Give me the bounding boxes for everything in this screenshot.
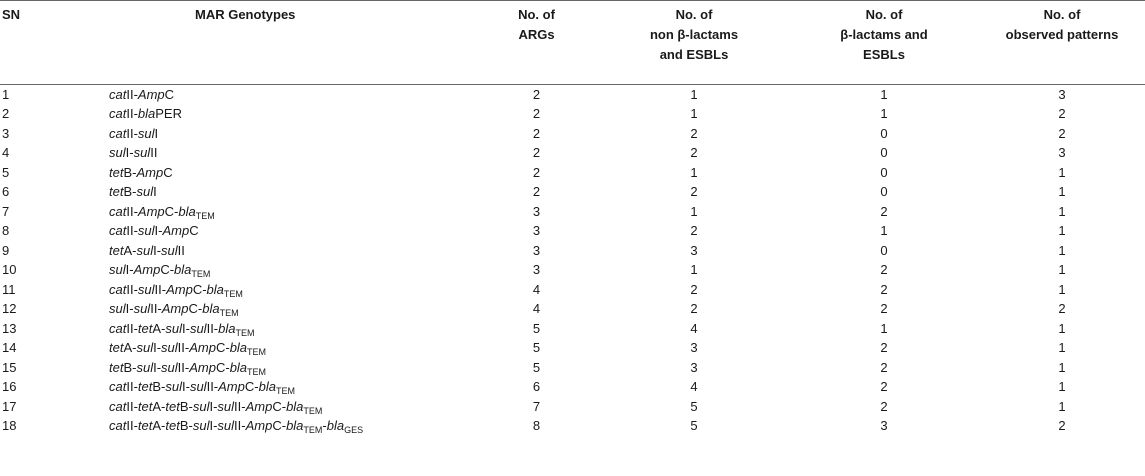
cell-observed: 2 (1058, 418, 1066, 434)
cell-non-beta: 1 (690, 203, 698, 219)
cell-beta: 2 (880, 359, 888, 375)
genotype-segment: A- (123, 242, 137, 258)
cell-non-beta: 3 (690, 242, 698, 258)
cell-beta: 0 (880, 242, 888, 258)
genotype-segment: II- (126, 87, 138, 102)
cell-beta: 3 (880, 418, 888, 434)
genotype-segment: sul (109, 301, 126, 317)
table-body (0, 85, 1145, 436)
cell-non-beta: 3 (690, 340, 698, 356)
genotype-segment: Amp (137, 87, 165, 102)
genotype-segment: A- (152, 320, 166, 336)
genotype-segment: Amp (189, 359, 216, 375)
cell-non-beta: 1 (690, 164, 698, 180)
genotype-segment: sul (161, 359, 178, 375)
cell-non-beta: 2 (690, 125, 698, 141)
genotype-segment: sul (137, 125, 155, 141)
genotype-subscript: TEM (303, 425, 323, 436)
genotype-segment: sul (136, 340, 154, 356)
table-row (0, 358, 1145, 378)
cell-genotype (92, 182, 474, 202)
cell-beta: 2 (880, 379, 888, 395)
genotype-segment: Amp (218, 379, 245, 395)
genotype-segment: tet (137, 418, 153, 434)
table-row (0, 377, 1145, 397)
genotype-segment: Amp (136, 164, 164, 180)
genotype-segment: Amp (137, 203, 165, 219)
cell-observed: 2 (1058, 301, 1066, 317)
table-row (0, 163, 1145, 183)
table-row (0, 416, 1145, 436)
genotype-segment: II- (126, 106, 138, 122)
genotype-segment: C- (192, 281, 207, 297)
table-row (0, 104, 1145, 124)
genotype-segment: B- (123, 359, 137, 375)
genotype-segment: I- (125, 301, 134, 317)
genotype-segment: cat (109, 125, 127, 141)
cell-genotype (92, 338, 474, 358)
genotype-segment: sul (217, 418, 235, 434)
genotype-segment: Amp (166, 281, 193, 297)
genotype-segment: A- (123, 340, 137, 356)
genotype-segment: C (163, 164, 173, 180)
genotype-segment: sul (161, 340, 178, 356)
genotype-segment: A- (152, 398, 166, 414)
genotype-segment: sul (192, 398, 210, 414)
table-row (0, 182, 1145, 202)
cell-beta: 2 (880, 281, 888, 297)
cell-beta: 2 (880, 340, 888, 356)
genotype-segment: sul (136, 359, 154, 375)
cell-non-beta: 2 (690, 301, 698, 317)
genotype-segment: cat (109, 106, 127, 122)
genotype-segment: tet (109, 340, 124, 356)
genotype-segment: II- (150, 301, 162, 317)
cell-sn: 2 (2, 106, 10, 122)
genotype-segment: II (177, 242, 185, 258)
cell-genotype (92, 416, 474, 436)
cell-args: 3 (532, 262, 541, 278)
table-row (0, 338, 1145, 358)
genotype-segment: sul (189, 320, 207, 336)
genotype-subscript: TEM (303, 405, 323, 416)
cell-observed: 3 (1058, 145, 1066, 161)
genotype-segment: II- (206, 320, 219, 336)
genotype-segment: sul (161, 242, 178, 258)
cell-non-beta: 2 (690, 223, 698, 239)
genotype-subscript: TEM (247, 347, 267, 358)
cell-observed: 2 (1058, 106, 1066, 122)
genotype-segment: Amp (245, 418, 273, 434)
genotype-segment: tet (109, 242, 124, 258)
cell-observed: 1 (1058, 262, 1066, 278)
cell-genotype (92, 143, 474, 163)
genotype-segment: I- (153, 359, 162, 375)
genotype-segment: II- (234, 398, 246, 414)
genotype-segment: II (150, 145, 158, 161)
cell-genotype (92, 241, 474, 261)
cell-observed: 1 (1058, 379, 1066, 395)
genotype-segment: tet (165, 418, 180, 434)
cell-args: 5 (532, 320, 541, 336)
table-row (0, 397, 1145, 417)
cell-sn: 16 (2, 379, 17, 395)
genotype-segment: I- (153, 340, 162, 356)
cell-non-beta: 4 (690, 379, 698, 395)
genotype-segment: Amp (245, 398, 273, 414)
genotype-segment: cat (109, 203, 127, 219)
cell-observed: 1 (1058, 242, 1066, 258)
genotype-segment: C- (244, 379, 259, 395)
cell-non-beta: 2 (690, 184, 698, 200)
cell-args: 6 (532, 379, 541, 395)
cell-args: 2 (532, 164, 541, 180)
cell-sn: 18 (2, 418, 17, 434)
cell-sn: 5 (2, 164, 10, 180)
genotype-segment: bla (286, 418, 304, 434)
genotype-segment: I (153, 184, 157, 200)
header-observed-patterns (979, 1, 1145, 85)
header-args-line: No. of (518, 7, 555, 22)
genotype-subscript: TEM (235, 327, 255, 338)
header-observed-line: observed patterns (1005, 27, 1119, 42)
cell-sn: 17 (2, 398, 17, 414)
genotype-segment: C (164, 87, 175, 102)
genotype-segment: sul (109, 145, 126, 161)
genotype-subscript: GES (344, 425, 364, 436)
genotype-segment: bla (218, 320, 236, 336)
cell-observed: 1 (1058, 223, 1066, 239)
cell-observed: 1 (1058, 320, 1066, 336)
genotype-segment: cat (109, 87, 127, 102)
cell-genotype (92, 377, 474, 397)
table-row (0, 124, 1145, 144)
genotype-segment: II- (126, 125, 138, 141)
cell-non-beta: 1 (690, 87, 698, 102)
cell-beta: 2 (880, 398, 888, 414)
cell-sn: 6 (2, 184, 10, 200)
genotype-segment: II- (154, 281, 167, 297)
cell-genotype (92, 397, 474, 417)
cell-beta: 0 (880, 164, 888, 180)
cell-sn: 8 (2, 223, 10, 239)
cell-beta: 0 (880, 184, 888, 200)
cell-sn: 12 (2, 301, 17, 317)
cell-beta: 1 (880, 320, 888, 336)
header-row (0, 1, 1145, 85)
cell-observed: 2 (1058, 125, 1066, 141)
cell-beta: 0 (880, 125, 888, 141)
table-row (0, 85, 1145, 105)
cell-args: 5 (532, 340, 541, 356)
cell-genotype (92, 299, 474, 319)
cell-observed: 1 (1058, 340, 1066, 356)
cell-genotype (92, 85, 474, 105)
genotype-segment: I- (182, 320, 190, 336)
genotype-segment: I- (209, 418, 218, 434)
header-args (474, 1, 599, 85)
genotype-segment: I (154, 125, 159, 141)
genotype-segment: II- (126, 379, 138, 395)
genotype-segment: C- (272, 418, 287, 434)
genotype-segment: tet (165, 398, 180, 414)
header-observed-line: No. of (1043, 7, 1081, 22)
genotype-segment: II- (126, 398, 138, 414)
genotype-segment: cat (109, 223, 127, 239)
cell-non-beta: 2 (690, 281, 698, 297)
header-beta-line: No. of (865, 7, 903, 22)
cell-sn: 9 (2, 242, 10, 258)
cell-observed: 1 (1058, 359, 1066, 375)
genotype-segment: II- (177, 340, 190, 356)
genotype-segment: sul (109, 262, 126, 278)
genotype-segment: bla (137, 106, 156, 122)
cell-beta: 0 (880, 145, 888, 161)
genotype-segment: sul (133, 145, 151, 161)
genotype-segment: bla (229, 359, 248, 375)
header-beta-line: ESBLs (863, 47, 905, 62)
cell-args: 4 (532, 301, 541, 317)
cell-beta: 1 (880, 87, 888, 102)
genotype-subscript: TEM (275, 386, 295, 397)
genotype-segment: tet (137, 379, 153, 395)
header-non-beta-line: and ESBLs (659, 47, 729, 62)
cell-beta: 1 (880, 223, 888, 239)
cell-genotype (92, 260, 474, 280)
cell-non-beta: 5 (690, 418, 698, 434)
cell-sn: 15 (2, 359, 17, 375)
header-non-beta-line: non β-lactams (649, 27, 739, 42)
header-mar-genotypes: MAR Genotypes (195, 7, 296, 22)
genotype-segment: Amp (133, 262, 161, 278)
table-row (0, 202, 1145, 222)
genotype-segment: bla (258, 379, 276, 395)
genotype-segment: I- (125, 145, 134, 161)
cell-sn: 1 (2, 87, 10, 102)
cell-non-beta: 2 (690, 145, 698, 161)
genotype-segment: sul (165, 320, 182, 336)
genotype-subscript: TEM (247, 366, 267, 377)
cell-args: 2 (532, 87, 541, 102)
cell-genotype (92, 163, 474, 183)
genotype-segment: cat (109, 320, 127, 336)
genotype-segment: bla (206, 281, 224, 297)
cell-args: 3 (532, 242, 541, 258)
genotype-segment: Amp (189, 340, 216, 356)
genotype-segment: I- (125, 262, 134, 278)
cell-args: 4 (532, 281, 541, 297)
cell-args: 7 (532, 398, 541, 414)
genotype-segment: B- (179, 418, 193, 434)
cell-genotype (92, 104, 474, 124)
cell-sn: 14 (2, 340, 17, 356)
cell-args: 2 (532, 145, 541, 161)
table-header (0, 1, 1145, 85)
genotype-segment: bla (229, 340, 248, 356)
genotype-segment: bla (202, 301, 220, 317)
genotype-segment: sul (136, 242, 154, 258)
header-non-beta-lactams (599, 1, 789, 85)
table-row (0, 143, 1145, 163)
cell-args: 8 (532, 418, 541, 434)
genotype-subscript: TEM (219, 308, 239, 319)
genotype-segment: II- (126, 281, 138, 297)
genotype-segment: Amp (162, 223, 190, 239)
genotype-segment: II- (126, 223, 138, 239)
genotype-segment: cat (109, 379, 127, 395)
genotype-segment: sul (192, 418, 210, 434)
cell-observed: 3 (1058, 87, 1066, 102)
genotype-segment: sul (217, 398, 235, 414)
cell-args: 3 (532, 223, 541, 239)
cell-sn: 10 (2, 262, 17, 278)
cell-non-beta: 1 (690, 262, 698, 278)
cell-sn: 11 (2, 281, 16, 297)
table-row (0, 280, 1145, 300)
cell-non-beta: 5 (690, 398, 698, 414)
genotype-segment: cat (109, 418, 127, 434)
genotype-segment: tet (109, 164, 124, 180)
header-beta-lactams (789, 1, 979, 85)
header-beta-line: β-lactams and (840, 27, 928, 42)
genotype-segment: B- (123, 184, 137, 200)
genotype-segment: C- (160, 262, 175, 278)
cell-args: 2 (532, 106, 541, 122)
genotype-segment: bla (178, 203, 196, 219)
genotype-segment: cat (109, 281, 127, 297)
cell-genotype (92, 221, 474, 241)
cell-genotype (92, 124, 474, 144)
table-row (0, 260, 1145, 280)
genotype-segment: B- (152, 379, 166, 395)
cell-genotype (92, 319, 474, 339)
cell-observed: 1 (1058, 203, 1066, 219)
cell-observed: 1 (1058, 398, 1066, 414)
genotype-segment: bla (326, 418, 345, 434)
cell-sn: 13 (2, 320, 17, 336)
cell-beta: 1 (880, 106, 888, 122)
genotype-segment: sul (136, 184, 154, 200)
cell-sn: 4 (2, 145, 10, 161)
genotype-subscript: TEM (191, 269, 211, 280)
cell-non-beta: 4 (690, 320, 698, 336)
table-row (0, 299, 1145, 319)
cell-genotype (92, 358, 474, 378)
genotype-segment: sul (137, 223, 155, 239)
cell-args: 5 (532, 359, 541, 375)
genotype-segment: bla (286, 398, 304, 414)
cell-genotype (92, 280, 474, 300)
genotype-segment: C- (215, 359, 230, 375)
genotype-segment: tet (137, 398, 153, 414)
genotype-segment: - (322, 418, 327, 434)
genotype-segment: II- (177, 359, 190, 375)
genotype-segment: sul (133, 301, 151, 317)
genotype-segment: I- (153, 242, 162, 258)
genotype-segment: C- (164, 203, 179, 219)
genotype-segment: B- (179, 398, 193, 414)
cell-args: 2 (532, 125, 541, 141)
cell-beta: 2 (880, 262, 888, 278)
cell-observed: 1 (1058, 184, 1066, 200)
cell-observed: 1 (1058, 281, 1066, 297)
genotype-segment: bla (174, 262, 192, 278)
table-row (0, 221, 1145, 241)
header-sn: SN (2, 7, 21, 22)
cell-beta: 2 (880, 203, 888, 219)
genotype-segment: II- (206, 379, 219, 395)
cell-args: 3 (532, 203, 541, 219)
genotype-segment: tet (137, 320, 153, 336)
genotype-segment: tet (109, 359, 124, 375)
table-row (0, 241, 1145, 261)
genotype-segment: Amp (161, 301, 189, 317)
header-non-beta-line: No. of (675, 7, 713, 22)
cell-beta: 2 (880, 301, 888, 317)
genotype-segment: I- (209, 398, 218, 414)
cell-args: 2 (532, 184, 541, 200)
genotype-segment: sul (165, 379, 182, 395)
genotype-segment: PER (155, 106, 182, 122)
cell-non-beta: 1 (690, 106, 698, 122)
genotype-segment: cat (109, 398, 127, 414)
genotype-segment: sul (137, 281, 155, 297)
genotype-segment: C- (215, 340, 230, 356)
genotype-segment: C- (272, 398, 287, 414)
genotype-segment: II- (234, 418, 246, 434)
cell-sn: 7 (2, 203, 10, 219)
genotype-segment: B- (123, 164, 137, 180)
table-row (0, 319, 1145, 339)
genotype-segment: sul (189, 379, 207, 395)
genotype-segment: II- (126, 203, 138, 219)
genotype-segment: C (189, 223, 199, 239)
genotype-segment: A- (152, 418, 166, 434)
genotype-segment: C- (188, 301, 203, 317)
cell-observed: 1 (1058, 164, 1066, 180)
cell-sn: 3 (2, 125, 10, 141)
genotype-subscript: TEM (223, 288, 243, 299)
cell-non-beta: 3 (690, 359, 698, 375)
genotype-segment: II- (126, 320, 138, 336)
genotype-subscript: TEM (195, 210, 215, 221)
genotype-segment: tet (109, 184, 124, 200)
header-args-line: ARGs (518, 27, 555, 42)
genotype-segment: II- (126, 418, 138, 434)
genotype-segment: I- (154, 223, 163, 239)
genotype-segment: I- (182, 379, 190, 395)
cell-genotype (92, 202, 474, 222)
